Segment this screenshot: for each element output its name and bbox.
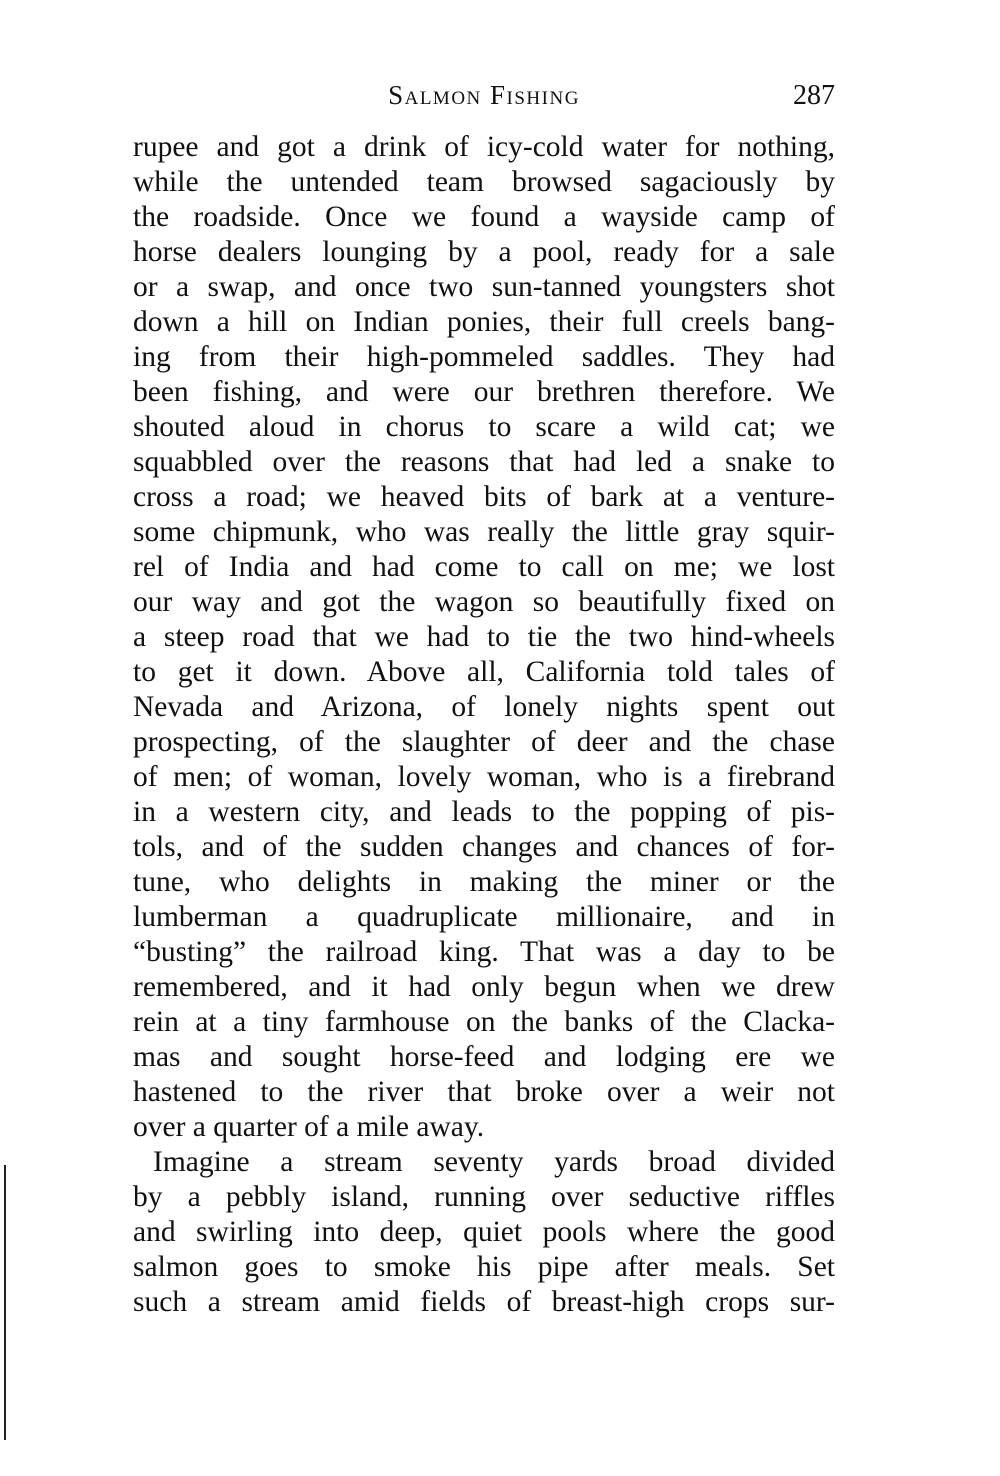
text-line: cross a road; we heaved bits of bark at a venture- [133, 481, 835, 513]
text-line: a steep road that we had to tie the two hind-wheels [133, 621, 835, 653]
page-number: 287 [793, 80, 835, 111]
text-line: Nevada and Arizona, of lonely nights spent out [133, 691, 835, 723]
text-line: hastened to the river that broke over a weir not [133, 1076, 835, 1108]
text-line: to get it down. Above all, California told tales of [133, 656, 835, 688]
text-line: shouted aloud in chorus to scare a wild cat; we [133, 411, 835, 443]
text-line: prospecting, of the slaughter of deer and the chase [133, 726, 835, 758]
text-line: “busting” the railroad king. That was a day to be [133, 936, 835, 968]
text-line: our way and got the wagon so beautifully fixed on [133, 586, 835, 618]
text-line: over a quarter of a mile away. [133, 1111, 485, 1143]
text-line: the roadside. Once we found a wayside camp of [133, 201, 835, 233]
text-line: squabbled over the reasons that had led a snake to [133, 446, 835, 478]
text-line: mas and sought horse-feed and lodging ere we [133, 1041, 835, 1073]
text-line: down a hill on Indian ponies, their full creels bang- [133, 306, 835, 338]
text-line: horse dealers lounging by a pool, ready for a sale [133, 236, 835, 268]
text-line: or a swap, and once two sun-tanned youngsters shot [133, 271, 835, 303]
text-line: been fishing, and were our brethren therefore. We [133, 376, 835, 408]
text-line: rein at a tiny farmhouse on the banks of the Clacka- [133, 1006, 835, 1038]
text-line: rel of India and had come to call on me; we lost [133, 551, 835, 583]
text-line: remembered, and it had only begun when we drew [133, 971, 835, 1003]
text-line: salmon goes to smoke his pipe after meals. Set [133, 1251, 835, 1283]
text-line: lumberman a quadruplicate millionaire, and in [133, 901, 835, 933]
text-line: of men; of woman, lovely woman, who is a firebrand [133, 761, 835, 793]
text-line: tols, and of the sudden changes and chances of for- [133, 831, 835, 863]
page-header [133, 80, 835, 120]
running-title: Salmon Fishing [388, 80, 580, 110]
text-line: rupee and got a drink of icy-cold water for nothing, [133, 131, 835, 163]
scan-edge-mark [4, 1165, 6, 1440]
text-line: ing from their high-pommeled saddles. They had [133, 341, 835, 373]
text-line: such a stream amid fields of breast-high crops sur- [133, 1286, 835, 1318]
text-line: Imagine a stream seventy yards broad divided [153, 1146, 835, 1178]
text-line: in a western city, and leads to the popping of pis- [133, 796, 835, 828]
text-line: and swirling into deep, quiet pools where the good [133, 1216, 835, 1248]
text-line: some chipmunk, who was really the little gray squir- [133, 516, 835, 548]
text-line: while the untended team browsed sagaciously by [133, 166, 835, 198]
body-text [133, 130, 835, 1320]
text-line: tune, who delights in making the miner or the [133, 866, 835, 898]
text-line: by a pebbly island, running over seductive riffles [133, 1181, 835, 1213]
